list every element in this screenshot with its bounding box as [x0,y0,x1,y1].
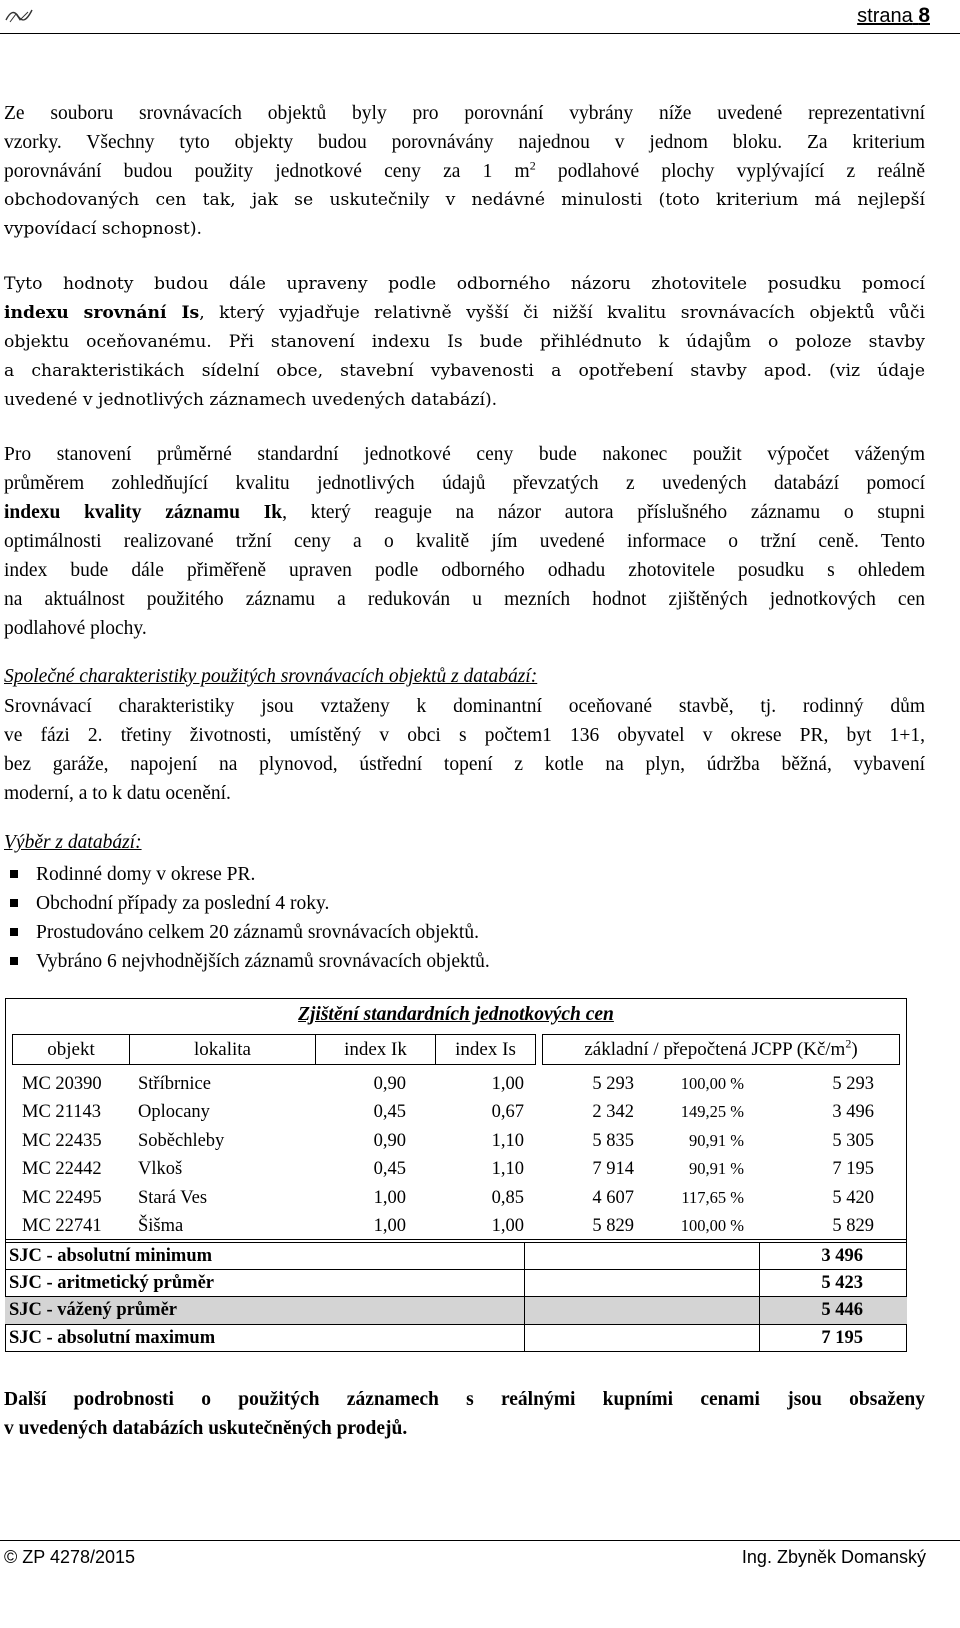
table-header-row [12,1034,900,1066]
signature-icon [4,6,34,26]
text-line: uvedené v jednotlivých záznamech uvedených databází). [4,390,498,410]
square-bullet-icon [10,928,18,936]
summary-label: SJC - absolutní minimum [5,1243,525,1270]
text-line: Ze souboru srovnávacích objektů byly pro porovnání vybrány níže uvedené reprezentativní [4,103,925,124]
table-title: Zjištění standardních jednotkových cen [298,1004,614,1025]
table-row [12,1184,900,1212]
table-cell: 0,90 [373,1130,406,1151]
intro-paragraph [4,99,925,244]
table-cell: 7 195 [832,1159,874,1180]
square-bullet-icon [10,899,18,907]
table-cell: 0,45 [373,1159,406,1180]
square-bullet-icon [10,957,18,965]
footer-author: Ing. Zbyněk Domanský [741,1547,926,1567]
list-item: Prostudováno celkem 20 záznamů srovnávacích objektů. [10,918,490,947]
column-header: index Is [436,1034,536,1065]
column-header: objekt [12,1034,130,1065]
summary-value: 7 195 [821,1327,863,1348]
index-is-paragraph [4,270,925,415]
table-cell: 0,45 [373,1102,406,1123]
text-line: podlahové plochy. [4,618,147,639]
table-cell: 3 496 [832,1102,874,1123]
text-line: Další podrobnosti o použitých záznamech s reálnými kupními cenami jsou obsaženy [4,1389,925,1410]
table-cell: 90,91 % [689,1130,744,1150]
footer-rule [0,1540,960,1541]
table-cell: 0,90 [373,1074,406,1094]
summary-empty-cell [525,1297,760,1324]
table-cell: 1,00 [491,1216,524,1236]
table-cell: 1,00 [491,1074,524,1094]
text-line: indexu kvality záznamu Ik, který reaguje na názor autora příslušného záznamu o stupni [4,502,925,523]
list-item: Obchodní případy za poslední 4 roky. [10,889,490,918]
table-cell: MC 21143 [22,1102,101,1123]
table-cell: Stará Ves [138,1187,208,1208]
summary-row [5,1242,907,1270]
table-cell: 0,85 [491,1187,524,1208]
common-characteristics-heading: Společné charakteristiky použitých srovnávacích objektů z databází: [4,666,538,687]
common-characteristics-text [4,692,925,808]
table-cell: 5 305 [832,1130,874,1151]
table-row [12,1155,900,1183]
summary-row [5,1296,907,1324]
database-selection-heading: Výběr z databází: [4,832,142,853]
list-item: Vybráno 6 nejvhodnějších záznamů srovnávacích objektů. [10,947,490,976]
table-row [12,1098,900,1126]
table-cell: 5 420 [832,1187,874,1208]
text-line: Pro stanovení průměrné standardní jednotkové ceny bude nakonec použit výpočet váženým [4,444,925,465]
table-cell: Soběchleby [138,1130,225,1151]
table-cell: Oplocany [138,1102,210,1123]
table-cell: MC 22435 [22,1130,102,1151]
table-cell: MC 22442 [22,1159,102,1180]
text-line: vzorky. Všechny tyto objekty budou porovnávány najednou v jednom bloku. Za kriterium [4,132,925,153]
table-cell: 5 829 [592,1216,634,1236]
text-line: obchodovaných cen tak, jak se uskutečnily v nedávné minulosti (toto kriterium má nejlepší [4,190,925,210]
table-cell: MC 20390 [22,1074,102,1094]
text-line: optimálnosti realizované tržní ceny a o kvalitě jím uvedené informace o tržní ceně. Tento [4,531,925,552]
header-rule [0,33,960,34]
text-line: index bude dále přiměřeně upraven podle odborného odhadu zhotovitele posudku s ohledem [4,560,925,581]
table-cell: Stříbrnice [138,1074,211,1094]
column-header: index Ik [316,1034,436,1065]
table-cell: 5 829 [832,1216,874,1236]
text-line: moderní, a to k datu ocenění. [4,783,231,804]
closing-paragraph [4,1385,925,1443]
summary-value: 5 423 [821,1273,863,1294]
table-cell: 1,00 [373,1216,406,1236]
summary-label: SJC - absolutní maximum [5,1325,525,1352]
table-cell: 5 835 [592,1130,634,1151]
table-cell: 5 293 [592,1074,634,1094]
index-ik-paragraph [4,440,925,643]
table-cell: 4 607 [592,1187,634,1208]
text-line: vypovídací schopnost). [4,219,202,239]
text-line: objektu oceňovanému. Při stanovení indexu Is bude přihlédnuto k údajům o poloze stavby [4,332,925,352]
summary-empty-cell [525,1325,760,1352]
table-cell: 100,00 % [680,1216,744,1235]
text-line: bez garáže, napojení na plynovod, ústřední topení z kotle na plyn, údržba běžná, vybavení [4,754,925,775]
summary-row [5,1269,907,1297]
text-line: a charakteristikách sídelní obce, stavební vybavenosti a opotřebení stavby apod. (viz údaje [4,361,925,381]
summary-label: SJC - aritmetický průměr [5,1270,525,1297]
column-header: lokalita [130,1034,316,1065]
table-cell: 7 914 [592,1159,634,1180]
table-cell: 2 342 [592,1102,634,1123]
table-cell: 1,10 [491,1159,524,1180]
page-number: strana 8 [857,4,930,27]
summary-empty-cell [525,1270,760,1297]
table-row [12,1070,900,1098]
table-cell: Vlkoš [138,1159,183,1180]
text-line: Srovnávací charakteristiky jsou vztaženy k dominantní oceňované stavbě, tj. rodinný dům [4,696,925,717]
summary-value: 3 496 [821,1246,863,1266]
table-cell: 149,25 % [680,1102,744,1122]
text-line: Tyto hodnoty budou dále upraveny podle odborného názoru zhotovitele posudku pomocí [4,274,925,294]
table-row [12,1127,900,1155]
summary-row [5,1324,907,1352]
text-line: na aktuálnost použitého záznamu a redukován u mezních hodnot zjištěných jednotkových cen [4,589,925,610]
table-cell: 117,65 % [681,1187,744,1207]
table-cell: MC 22495 [22,1187,102,1208]
text-line: indexu srovnání Is, který vyjadřuje relativně vyšší či nižší kvalitu srovnávacích objektů vůči [4,303,925,323]
square-bullet-icon [10,870,18,878]
selection-list [10,860,490,976]
table-cell: 1,10 [491,1130,524,1151]
table-cell: Šišma [138,1216,184,1236]
table-cell: 90,91 % [689,1159,744,1179]
column-header: základní / přepočtená JCPP $(Kč/m^2)$ [542,1034,900,1065]
table-cell: 100,00 % [680,1074,744,1093]
text-line: průměrem zohledňující kvalitu jednotlivých údajů převzatých z uvedených databází pomocí [4,473,925,494]
text-line: ve fázi 2. třetiny životnosti, umístěný v obci s počtem1 136 obyvatel v okrese PR, byt 1+1, [4,725,925,746]
footer-copyright: © ZP 4278/2015 [4,1547,136,1567]
table-cell: MC 22741 [22,1216,102,1236]
summary-value: 5 446 [821,1300,863,1321]
summary-empty-cell [525,1243,760,1270]
list-item: Rodinné domy v okrese PR. [10,860,490,889]
table-cell: 0,67 [491,1102,524,1123]
text-line: porovnávání budou použity jednotkové ceny za 1 $m^2$ podlahové plochy vyplývající z reálně [4,158,925,182]
table-row [12,1212,900,1240]
text-line: v uvedených databázích uskutečněných prodejů. [4,1418,408,1439]
summary-label: SJC - vážený průměr [5,1297,525,1324]
table-cell: 5 293 [832,1074,874,1094]
table-cell: 1,00 [373,1187,406,1208]
